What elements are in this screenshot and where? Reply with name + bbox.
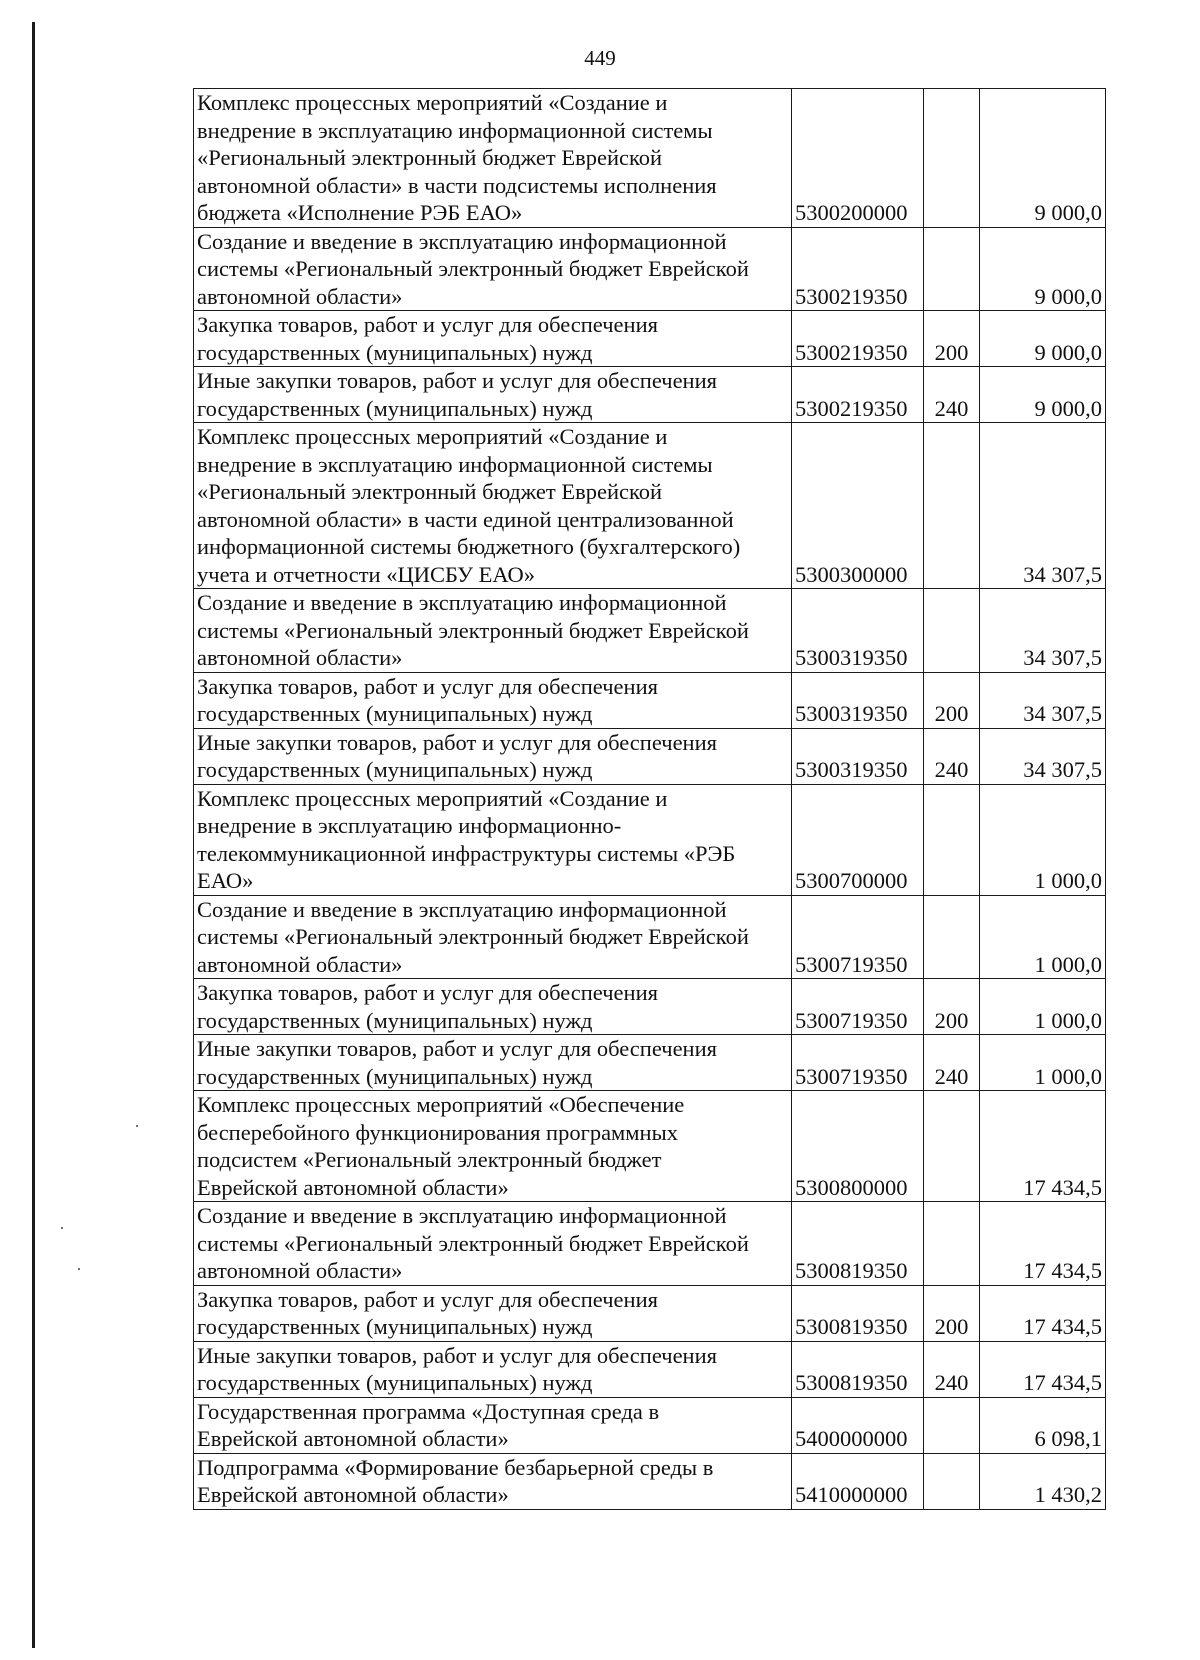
expense-name-cell	[194, 728, 792, 784]
expense-name-cell	[194, 672, 792, 728]
expense-name-line: Закупка товаров, работ и услуг для обеспечения	[197, 312, 658, 337]
expense-name-line: ЕАО»	[197, 868, 254, 893]
expense-name-cell	[194, 1397, 792, 1453]
expense-name-line: Создание и введение в эксплуатацию информационной	[197, 896, 727, 922]
expense-name-cell	[194, 895, 792, 979]
expense-name-line: Создание и введение в эксплуатацию информационной	[197, 590, 727, 615]
table-row	[194, 227, 1106, 311]
expense-name-line: внедрение в эксплуатацию информационной системы	[197, 117, 713, 143]
table-row	[194, 311, 1106, 367]
expense-name-cell	[194, 423, 792, 589]
table-row	[194, 784, 1106, 895]
expense-name-line: «Региональный электронный бюджет Еврейской	[197, 479, 663, 504]
expense-type-cell	[924, 784, 980, 895]
expense-name-line: автономной области»	[197, 283, 403, 309]
expense-name-cell	[194, 1285, 792, 1341]
target-article-code-cell: 5300219350	[792, 227, 924, 311]
target-article-code-cell: 5300219350	[792, 367, 924, 423]
amount-cell: 9 000,0	[980, 227, 1106, 311]
expense-type-cell: 200	[924, 1285, 980, 1341]
expense-type-cell: 240	[924, 728, 980, 784]
expense-name-line: автономной области» в части единой централизованной	[197, 506, 734, 532]
table-row	[194, 895, 1106, 979]
expense-name-line: Комплекс процессных мероприятий «Обеспечение	[197, 1092, 685, 1117]
expense-name-line: государственных (муниципальных) нужд	[197, 1007, 593, 1033]
expense-name-line: автономной области»	[197, 951, 403, 977]
expense-type-cell	[924, 227, 980, 311]
target-article-code-cell: 5300319350	[792, 728, 924, 784]
amount-cell: 34 307,5	[980, 728, 1106, 784]
table-row	[194, 367, 1106, 423]
table-row	[194, 979, 1106, 1035]
expense-type-cell: 240	[924, 1341, 980, 1397]
amount-cell: 9 000,0	[980, 311, 1106, 367]
expense-name-cell	[194, 89, 792, 228]
amount-cell: 9 000,0	[980, 89, 1106, 228]
expense-name-line: Еврейской автономной области»	[197, 1482, 509, 1507]
page-number: 449	[584, 46, 616, 70]
expense-name-line: государственных (муниципальных) нужд	[197, 395, 593, 421]
expense-name-cell	[194, 784, 792, 895]
amount-cell: 1 000,0	[980, 1035, 1106, 1091]
target-article-code-cell: 5300700000	[792, 784, 924, 895]
expense-name-line: информационной системы бюджетного (бухгалтерского)	[197, 534, 741, 559]
expense-name-cell	[194, 1453, 792, 1509]
target-article-code-cell: 5300819350	[792, 1285, 924, 1341]
expense-name-line: автономной области» в части подсистемы исполнения	[197, 172, 717, 198]
expense-type-cell: 200	[924, 672, 980, 728]
target-article-code-cell: 5300719350	[792, 979, 924, 1035]
expense-name-line: Иные закупки товаров, работ и услуг для обеспечения	[197, 729, 717, 755]
expense-name-line: Комплекс процессных мероприятий «Создание и	[197, 90, 668, 115]
target-article-code-cell: 5410000000	[792, 1453, 924, 1509]
expense-name-cell	[194, 1091, 792, 1202]
expense-name-line: Комплекс процессных мероприятий «Создание и	[197, 785, 668, 811]
expense-name-line: Комплекс процессных мероприятий «Создание и	[197, 424, 668, 449]
expense-type-cell: 200	[924, 979, 980, 1035]
expense-name-line: внедрение в эксплуатацию информационно-	[197, 813, 622, 838]
table-row	[194, 1453, 1106, 1509]
expense-name-line: государственных (муниципальных) нужд	[197, 1314, 593, 1339]
budget-table-body	[194, 89, 1106, 1510]
expense-name-cell	[194, 1202, 792, 1286]
expense-type-cell	[924, 1091, 980, 1202]
expense-name-line: системы «Региональный электронный бюджет Еврейской	[197, 924, 749, 949]
expense-name-cell	[194, 311, 792, 367]
expense-name-line: государственных (муниципальных) нужд	[197, 701, 593, 726]
amount-cell: 34 307,5	[980, 423, 1106, 589]
expense-name-line: внедрение в эксплуатацию информационной системы	[197, 451, 713, 477]
expense-type-cell: 240	[924, 1035, 980, 1091]
expense-type-cell	[924, 423, 980, 589]
expense-name-cell	[194, 1035, 792, 1091]
amount-cell: 17 434,5	[980, 1202, 1106, 1286]
amount-cell: 17 434,5	[980, 1341, 1106, 1397]
expense-type-cell: 200	[924, 311, 980, 367]
expense-name-line: «Региональный электронный бюджет Еврейской	[197, 145, 663, 170]
expense-name-line: бюджета «Исполнение РЭБ ЕАО»	[197, 200, 523, 225]
expense-type-cell	[924, 589, 980, 673]
amount-cell: 17 434,5	[980, 1091, 1106, 1202]
expense-name-line: бесперебойного функционирования программных	[197, 1119, 678, 1145]
table-row	[194, 89, 1106, 228]
table-row	[194, 589, 1106, 673]
expense-name-line: Государственная программа «Доступная среда в	[197, 1398, 660, 1424]
amount-cell: 6 098,1	[980, 1397, 1106, 1453]
table-row	[194, 1035, 1106, 1091]
scan-speck	[78, 1268, 80, 1270]
expense-name-line: государственных (муниципальных) нужд	[197, 339, 593, 365]
expense-name-line: автономной области»	[197, 645, 403, 670]
expense-name-line: Закупка товаров, работ и услуг для обеспечения	[197, 1286, 658, 1312]
expense-name-line: Закупка товаров, работ и услуг для обеспечения	[197, 980, 658, 1005]
expense-name-cell	[194, 367, 792, 423]
target-article-code-cell: 5300819350	[792, 1341, 924, 1397]
expense-name-line: государственных (муниципальных) нужд	[197, 1370, 593, 1395]
table-row	[194, 1091, 1106, 1202]
scan-speck	[136, 1125, 138, 1127]
table-row	[194, 672, 1106, 728]
expense-name-line: государственных (муниципальных) нужд	[197, 1063, 593, 1089]
expense-type-cell	[924, 1453, 980, 1509]
target-article-code-cell: 5300800000	[792, 1091, 924, 1202]
table-row	[194, 1341, 1106, 1397]
expense-name-cell	[194, 1341, 792, 1397]
amount-cell: 9 000,0	[980, 367, 1106, 423]
expense-name-line: системы «Региональный электронный бюджет Еврейской	[197, 617, 749, 643]
expense-name-line: Создание и введение в эксплуатацию информационной	[197, 1203, 727, 1228]
expense-type-cell	[924, 895, 980, 979]
expense-type-cell	[924, 1397, 980, 1453]
expense-name-line: Еврейской автономной области»	[197, 1174, 509, 1200]
expense-name-cell	[194, 979, 792, 1035]
expense-name-line: Подпрограмма «Формирование безбарьерной среды в	[197, 1454, 714, 1480]
target-article-code-cell: 5300719350	[792, 1035, 924, 1091]
scan-speck	[61, 1227, 63, 1229]
target-article-code-cell: 5300719350	[792, 895, 924, 979]
expense-name-line: Иные закупки товаров, работ и услуг для обеспечения	[197, 368, 717, 393]
budget-table	[193, 88, 1106, 1510]
target-article-code-cell: 5300219350	[792, 311, 924, 367]
target-article-code-cell: 5300300000	[792, 423, 924, 589]
expense-name-line: автономной области»	[197, 1258, 403, 1283]
expense-name-line: подсистем «Региональный электронный бюджет	[197, 1147, 662, 1172]
amount-cell: 34 307,5	[980, 589, 1106, 673]
expense-name-line: Закупка товаров, работ и услуг для обеспечения	[197, 673, 658, 699]
expense-name-cell	[194, 227, 792, 311]
expense-type-cell: 240	[924, 367, 980, 423]
expense-name-cell	[194, 589, 792, 673]
expense-name-line: Еврейской автономной области»	[197, 1426, 509, 1451]
table-row	[194, 1397, 1106, 1453]
target-article-code-cell: 5300319350	[792, 672, 924, 728]
table-row	[194, 728, 1106, 784]
expense-name-line: учета и отчетности «ЦИСБУ ЕАО»	[197, 561, 536, 587]
expense-name-line: Иные закупки товаров, работ и услуг для обеспечения	[197, 1342, 717, 1368]
expense-name-line: Создание и введение в эксплуатацию информационной	[197, 228, 727, 254]
amount-cell: 34 307,5	[980, 672, 1106, 728]
scan-margin-line	[32, 22, 35, 1648]
table-row	[194, 423, 1106, 589]
amount-cell: 1 430,2	[980, 1453, 1106, 1509]
expense-name-line: системы «Региональный электронный бюджет Еврейской	[197, 256, 749, 281]
target-article-code-cell: 5300819350	[792, 1202, 924, 1286]
expense-type-cell	[924, 89, 980, 228]
target-article-code-cell: 5400000000	[792, 1397, 924, 1453]
amount-cell: 1 000,0	[980, 979, 1106, 1035]
table-row	[194, 1202, 1106, 1286]
table-row	[194, 1285, 1106, 1341]
amount-cell: 1 000,0	[980, 784, 1106, 895]
expense-name-line: Иные закупки товаров, работ и услуг для обеспечения	[197, 1036, 717, 1061]
target-article-code-cell: 5300200000	[792, 89, 924, 228]
amount-cell: 1 000,0	[980, 895, 1106, 979]
expense-name-line: телекоммуникационной инфраструктуры системы «РЭБ	[197, 840, 736, 866]
target-article-code-cell: 5300319350	[792, 589, 924, 673]
expense-name-line: системы «Региональный электронный бюджет Еврейской	[197, 1230, 749, 1256]
amount-cell: 17 434,5	[980, 1285, 1106, 1341]
expense-name-line: государственных (муниципальных) нужд	[197, 757, 593, 782]
expense-type-cell	[924, 1202, 980, 1286]
